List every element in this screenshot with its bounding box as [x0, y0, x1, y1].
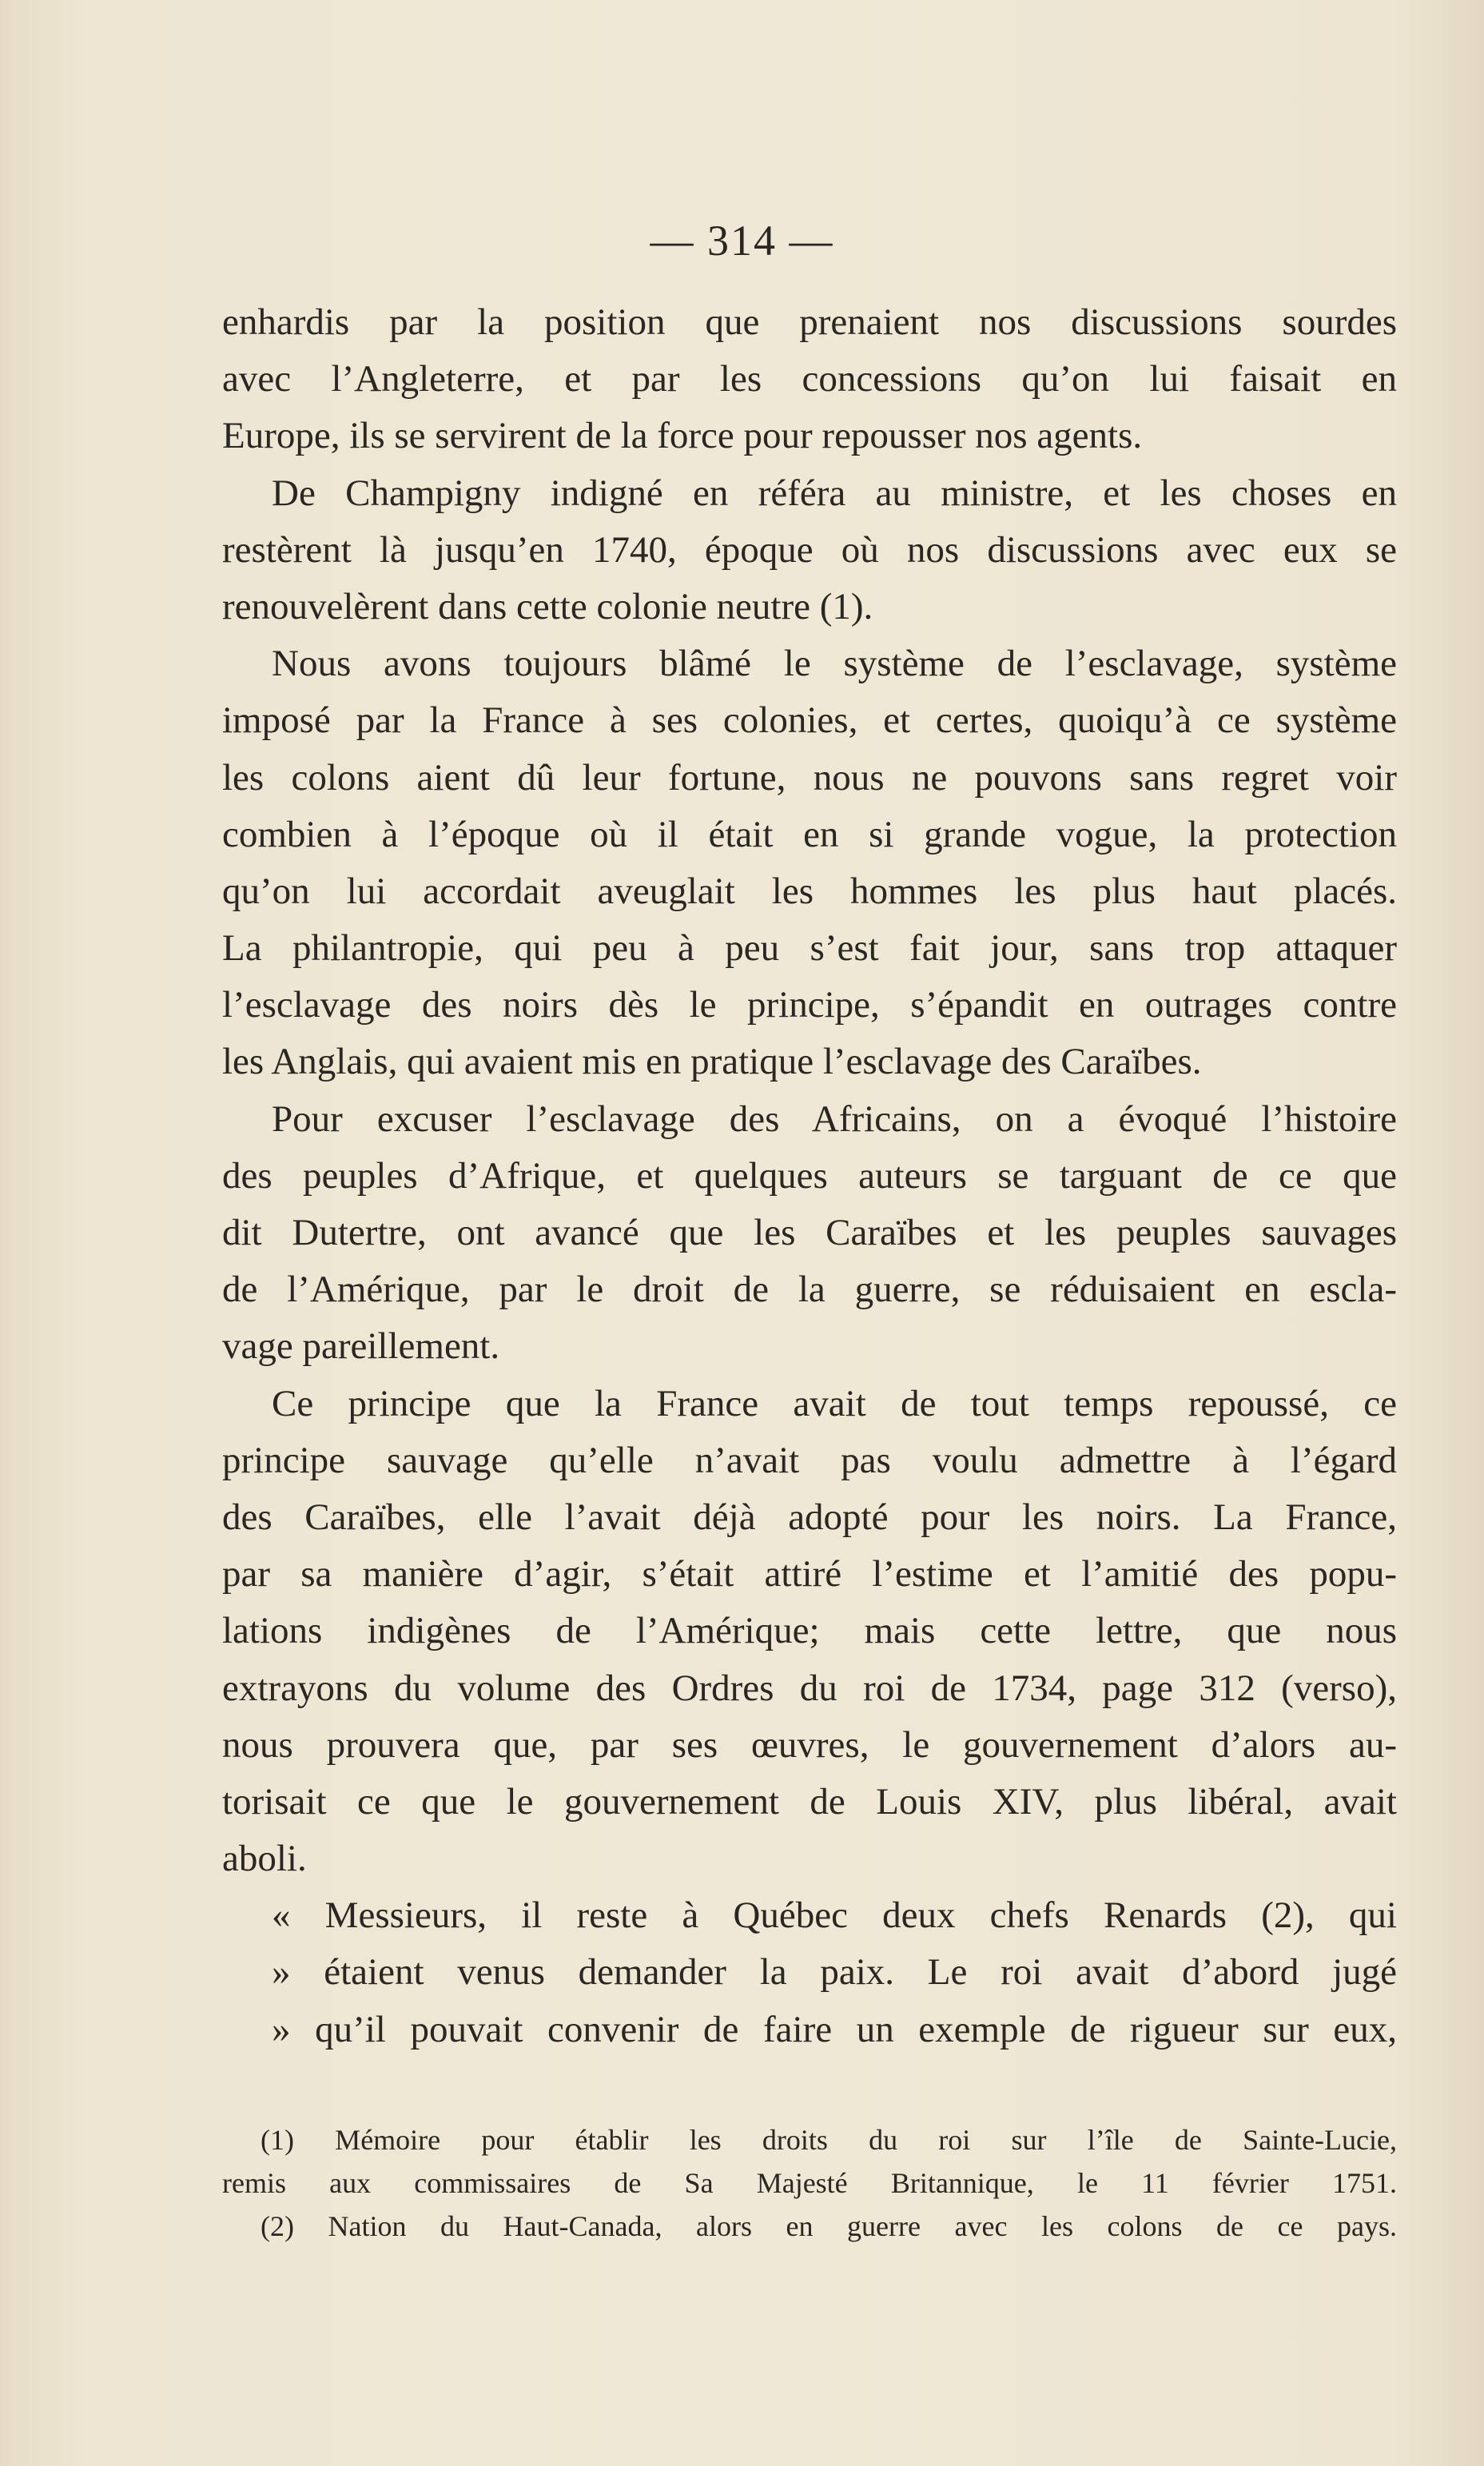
text-line: enhardis par la position que prenaient nos discussions sourdes — [222, 301, 1397, 343]
footnote-line: remis aux commissaires de Sa Majesté Britannique, le 11 février 1751. — [222, 2167, 1397, 2199]
text-line: nous prouvera que, par ses œuvres, le gouvernement d’alors au- — [222, 1723, 1397, 1766]
text-line: des Caraïbes, elle l’avait déjà adopté pour les noirs. La France, — [222, 1496, 1397, 1538]
text-line: restèrent là jusqu’en 1740, époque où nos discussions avec eux se — [222, 528, 1397, 571]
text-line: vage pareillement. — [222, 1325, 500, 1368]
text-line: par sa manière d’agir, s’était attiré l’estime et l’amitié des popu- — [222, 1553, 1397, 1596]
text-line: imposé par la France à ses colonies, et certes, quoiqu’à ce système — [222, 699, 1397, 742]
text-line: Nous avons toujours blâmé le système de l’esclavage, système — [272, 643, 1397, 685]
text-line: avec l’Angleterre, et par les concessions qu’on lui faisait en — [222, 358, 1397, 400]
text-line: « Messieurs, il reste à Québec deux chefs Renards (2), qui — [272, 1894, 1397, 1937]
text-line: qu’on lui accordait aveuglait les hommes les plus haut placés. — [222, 870, 1397, 912]
text-line: » qu’il pouvait convenir de faire un exemple de rigueur sur eux, — [272, 2008, 1397, 2050]
text-line: extrayons du volume des Ordres du roi de 1734, page 312 (verso), — [222, 1667, 1397, 1709]
text-line: » étaient venus demander la paix. Le roi avait d’abord jugé — [272, 1951, 1397, 1994]
text-line: La philantropie, qui peu à peu s’est fait jour, sans trop attaquer — [222, 927, 1397, 970]
page-number: — 314 — — [650, 217, 834, 265]
text-line: Pour excuser l’esclavage des Africains, on a évoqué l’histoire — [272, 1098, 1397, 1140]
text-line: lations indigènes de l’Amérique; mais cette lettre, que nous — [222, 1610, 1397, 1652]
text-line: combien à l’époque où il était en si grande vogue, la protection — [222, 813, 1397, 855]
text-line: aboli. — [222, 1838, 307, 1880]
text-line: torisait ce que le gouvernement de Louis XIV, plus libéral, avait — [222, 1780, 1397, 1823]
footnote-line: (2) Nation du Haut-Canada, alors en guerre avec les colons de ce pays. — [261, 2210, 1397, 2242]
text-line: de l’Amérique, par le droit de la guerre, se réduisaient en escla- — [222, 1269, 1397, 1311]
text-line: Europe, ils se servirent de la force pour repousser nos agents. — [222, 415, 1143, 457]
text-line: principe sauvage qu’elle n’avait pas voulu admettre à l’égard — [222, 1439, 1397, 1481]
text-line: Ce principe que la France avait de tout temps repoussé, ce — [272, 1382, 1397, 1424]
footnote-line: (1) Mémoire pour établir les droits du roi sur l’île de Sainte-Lucie, — [261, 2124, 1397, 2156]
footnotes — [222, 2118, 1397, 2248]
body-text — [222, 294, 1397, 2058]
text-line: renouvelèrent dans cette colonie neutre (1). — [222, 585, 873, 627]
text-line: des peuples d’Afrique, et quelques auteurs se targuant de ce que — [222, 1154, 1397, 1197]
text-line: les colons aient dû leur fortune, nous ne pouvons sans regret voir — [222, 756, 1397, 799]
text-line: De Champigny indigné en référa au ministre, et les choses en — [272, 472, 1397, 514]
text-line: dit Dutertre, ont avancé que les Caraïbes et les peuples sauvages — [222, 1212, 1397, 1253]
text-line: les Anglais, qui avaient mis en pratique l’esclavage des Caraïbes. — [222, 1041, 1202, 1083]
text-line: l’esclavage des noirs dès le principe, s’épandit en outrages contre — [222, 984, 1397, 1026]
